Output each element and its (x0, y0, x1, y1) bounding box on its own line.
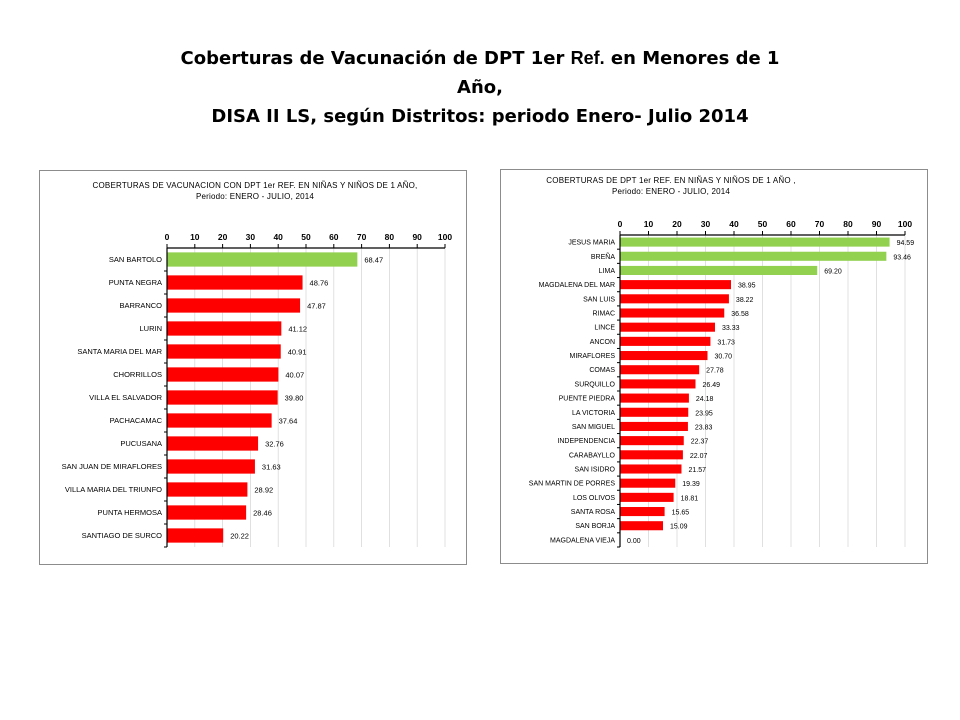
chart-left-data-label: 40.91 (287, 347, 307, 357)
chart-right-data-label: 23.83 (694, 424, 713, 432)
chart-right-category-label: MAGDALENA VIEJA (550, 537, 615, 545)
chart-left-data-label: 32.76 (265, 439, 284, 449)
chart-left-x-tick-label: 100 (437, 232, 453, 242)
chart-right-bar (620, 507, 665, 516)
chart-left-x-tick-label: 70 (356, 232, 367, 242)
slide-title-line-1 (0, 44, 960, 73)
chart-right-bar (620, 422, 688, 431)
chart-right-data-label: 38.95 (738, 282, 756, 290)
chart-right-category-label: BREÑA (590, 253, 615, 261)
chart-right-x-tick-label: 100 (897, 219, 913, 229)
chart-left-bar (167, 298, 300, 312)
chart-right-category-label: SAN ISIDRO (574, 466, 615, 474)
chart-right-data-label: 24.18 (695, 396, 714, 404)
chart-left-title: COBERTURAS DE VACUNACION CON DPT 1er REF. EN NIÑAS Y NIÑOS DE 1 AÑO, (92, 181, 418, 190)
chart-right-data-label: 94.59 (896, 240, 915, 248)
slide-title-ref: Ref. (570, 48, 605, 68)
chart-right-data-label: 69.20 (824, 268, 842, 276)
chart-right-category-label: ANCON (589, 338, 615, 346)
chart-left-svg (40, 171, 466, 564)
chart-right-data-label: 21.57 (688, 467, 707, 474)
chart-right-x-tick-label: 90 (871, 219, 882, 229)
chart-left-data-label: 47.87 (307, 301, 326, 311)
chart-right-bar (620, 280, 731, 289)
chart-right-category-label: SAN LUIS (583, 296, 615, 304)
chart-right-bar (620, 379, 695, 388)
chart-left-x-tick-label: 30 (245, 232, 256, 242)
chart-right-bar (620, 365, 699, 374)
chart-left-data-label: 68.47 (364, 255, 384, 265)
chart-right-x-tick-label: 0 (617, 219, 623, 229)
chart-right-category-label: LIMA (598, 267, 615, 275)
chart-left-bar (167, 413, 272, 427)
chart-right-bar (620, 238, 890, 247)
chart-left-bar (167, 252, 357, 266)
chart-right-x-tick-label: 70 (814, 219, 825, 229)
chart-left-subtitle: Periodo: ENERO - JULIO, 2014 (195, 192, 315, 201)
chart-left-data-label: 48.76 (309, 278, 329, 288)
chart-left-data-label: 39.80 (284, 393, 304, 403)
slide-title-line-1-a: Coberturas de Vacunación de DPT 1er (180, 48, 571, 69)
chart-left-x-tick-label: 0 (164, 232, 170, 242)
chart-left-category-label: CHORRILLOS (113, 370, 162, 379)
chart-panel-right (500, 169, 928, 564)
chart-left-x-tick-label: 60 (329, 232, 339, 242)
chart-left-x-tick-label: 10 (190, 232, 200, 242)
chart-left-bar (167, 321, 281, 335)
chart-right-data-label: 33.33 (721, 325, 740, 333)
chart-right-category-label: SANTA ROSA (570, 509, 615, 517)
chart-left-bar (167, 367, 278, 381)
chart-right-category-label: LA VICTORIA (571, 409, 615, 417)
chart-right-bar (620, 294, 729, 303)
chart-right-category-label: JESUS MARIA (568, 239, 615, 247)
slide-title (0, 44, 960, 131)
chart-left-category-label: SANTA MARIA DEL MAR (77, 347, 162, 356)
chart-left-category-label: BARRANCO (119, 301, 162, 310)
chart-right-data-label: 15.65 (671, 509, 690, 517)
chart-right-category-label: PUENTE PIEDRA (558, 395, 615, 403)
chart-left-category-label: PUNTA NEGRA (108, 278, 162, 287)
chart-right-svg (501, 170, 927, 563)
chart-left-bar (167, 505, 246, 519)
chart-right-bar (620, 308, 724, 317)
chart-right-category-label: SURQUILLO (574, 381, 615, 389)
chart-right-bar (620, 436, 684, 445)
chart-right-bar (620, 323, 715, 332)
chart-right-category-label: LINCE (594, 324, 615, 332)
chart-right-category-label: SAN MIGUEL (571, 423, 615, 431)
chart-right-bar (620, 450, 683, 459)
chart-left-x-tick-label: 80 (384, 232, 395, 242)
chart-right-category-label: MIRAFLORES (569, 353, 615, 361)
chart-left-bar (167, 344, 281, 358)
chart-left-bar (167, 482, 247, 496)
chart-left-data-label: 28.92 (254, 485, 274, 495)
chart-left-data-label: 31.63 (261, 462, 281, 472)
chart-right-bar (620, 337, 710, 346)
chart-right-category-label: MAGDALENA DEL MAR (538, 282, 615, 290)
chart-right-bar (620, 464, 681, 473)
chart-left-bar (167, 459, 255, 473)
chart-right-data-label: 30.70 (714, 353, 733, 361)
chart-right-bar (620, 493, 674, 502)
chart-right-x-tick-label: 10 (643, 219, 654, 229)
chart-left-data-label: 41.12 (288, 324, 308, 334)
chart-right-x-tick-label: 20 (672, 219, 682, 229)
chart-right-bar (620, 252, 886, 261)
chart-right-category-label: CARABAYLLO (568, 452, 615, 460)
chart-right-data-label: 23.95 (695, 410, 713, 418)
chart-right-category-label: SAN MARTIN DE PORRES (528, 480, 615, 488)
chart-left-bar (167, 390, 278, 404)
slide-title-line-3: DISA II LS, según Distritos: periodo Enero- Julio 2014 (211, 106, 749, 127)
chart-right-data-label: 27.78 (706, 367, 724, 375)
chart-left-bar (167, 528, 223, 542)
chart-right-bar (620, 408, 688, 417)
chart-right-x-tick-label: 40 (729, 219, 739, 229)
slide-title-line-1-b: en Menores de 1 (604, 48, 780, 69)
chart-right-category-label: COMAS (589, 367, 615, 375)
chart-left-x-tick-label: 20 (217, 232, 228, 242)
chart-left-category-label: PACHACAMAC (109, 416, 162, 425)
chart-left-category-label: SAN JUAN DE MIRAFLORES (61, 462, 162, 471)
chart-right-data-label: 36.58 (731, 311, 749, 318)
chart-right-x-tick-label: 30 (700, 219, 711, 229)
chart-left-category-label: VILLA EL SALVADOR (89, 393, 162, 402)
chart-left-category-label: SANTIAGO DE SURCO (81, 531, 162, 540)
chart-left-bar (167, 275, 303, 289)
chart-right-subtitle: Periodo: ENERO - JULIO, 2014 (611, 187, 731, 196)
chart-right-bar (620, 394, 689, 403)
chart-right-x-tick-label: 60 (786, 219, 796, 229)
chart-right-bar (620, 266, 817, 275)
chart-right-data-label: 18.81 (680, 495, 699, 503)
chart-right-data-label: 22.07 (689, 452, 708, 460)
chart-left-x-tick-label: 50 (301, 232, 311, 242)
chart-right-data-label: 22.37 (690, 438, 709, 446)
chart-right-data-label: 38.22 (735, 296, 754, 304)
chart-right-data-label: 0.00 (627, 537, 641, 545)
chart-right-data-label: 93.46 (893, 254, 911, 262)
chart-right-title: COBERTURAS DE DPT 1er REF. EN NIÑAS Y NIÑOS DE 1 AÑO , (546, 176, 796, 185)
chart-left-bar (167, 436, 258, 450)
chart-left-data-label: 40.07 (285, 370, 305, 380)
chart-right-category-label: LOS OLIVOS (572, 494, 615, 502)
chart-left-category-label: PUCUSANA (120, 439, 162, 448)
chart-right-category-label: SAN BORJA (575, 523, 615, 531)
chart-right-data-label: 26.49 (702, 381, 721, 389)
chart-right-bar (620, 479, 675, 488)
chart-left-category-label: LURIN (139, 324, 162, 333)
chart-left-x-tick-label: 90 (412, 232, 422, 242)
chart-left-category-label: VILLA MARIA DEL TRIUNFO (64, 485, 162, 494)
chart-left-x-tick-label: 40 (273, 232, 283, 242)
chart-right-x-tick-label: 80 (843, 219, 853, 229)
chart-right-category-label: INDEPENDENCIA (557, 438, 615, 446)
chart-panel-left (39, 170, 467, 565)
chart-left-data-label: 37.64 (278, 416, 298, 426)
chart-right-x-tick-label: 50 (757, 219, 768, 229)
slide-title-line-2: Año, (457, 77, 503, 98)
chart-right-bar (620, 521, 663, 530)
chart-left-category-label: SAN BARTOLO (108, 255, 162, 264)
chart-left-category-label: PUNTA HERMOSA (97, 508, 162, 517)
chart-right-bar (620, 351, 707, 360)
chart-right-data-label: 19.39 (682, 481, 700, 489)
chart-left-data-label: 20.22 (230, 531, 249, 541)
chart-right-category-label: RIMAC (592, 310, 615, 318)
chart-left-data-label: 28.46 (253, 508, 272, 518)
chart-right-data-label: 15.09 (670, 523, 688, 531)
chart-right-data-label: 31.73 (717, 339, 735, 347)
